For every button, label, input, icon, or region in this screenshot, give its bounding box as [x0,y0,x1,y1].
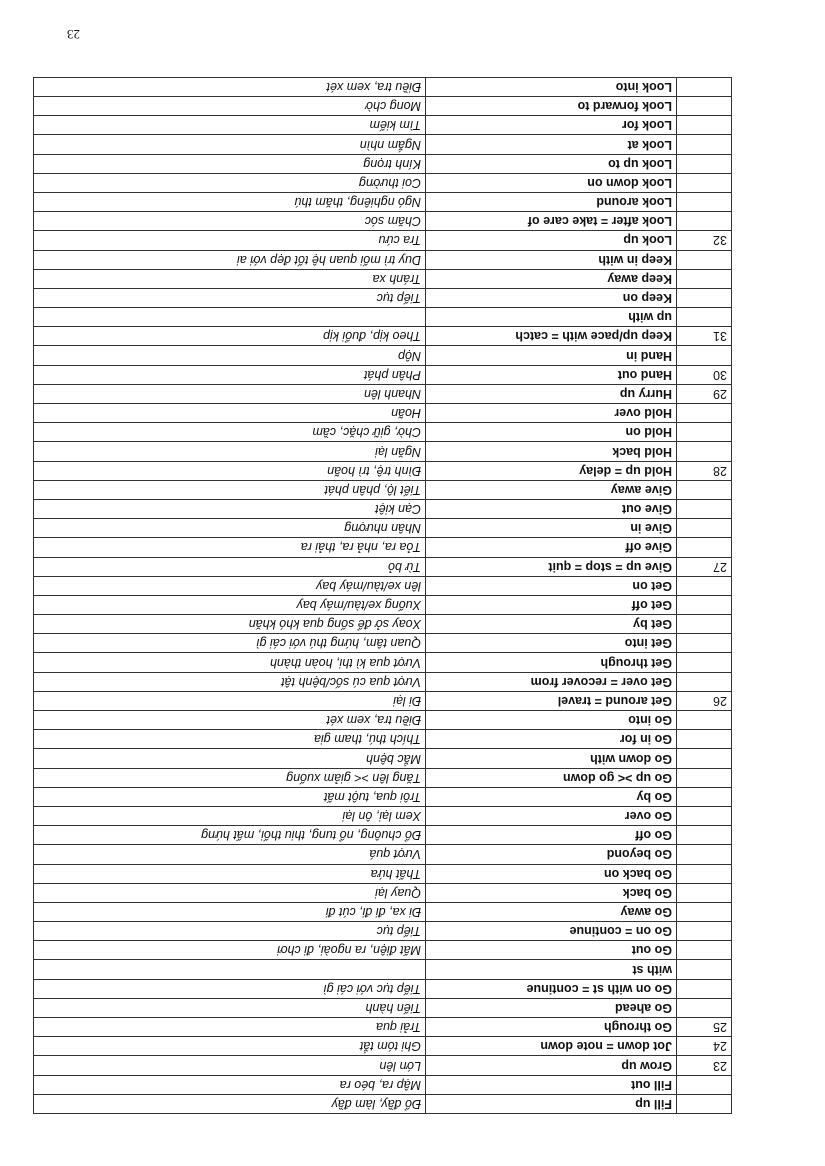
table-row [34,288,732,307]
table-row [34,864,732,883]
table-row [34,212,732,231]
phrase-cell: Hand out [426,365,677,384]
section-number-cell [677,442,732,461]
table-row [34,327,732,346]
table-row [34,1056,732,1075]
meaning-cell: Mất điện, ra ngoài, đi chơi [34,941,426,960]
phrase-cell: Go beyond [426,845,677,864]
phrase-cell: Get by [426,615,677,634]
section-number-cell [677,404,732,423]
meaning-cell: Điều tra, xem xét [34,711,426,730]
table-row [34,269,732,288]
table-row [34,922,732,941]
section-number-cell [677,576,732,595]
section-number-cell [677,883,732,902]
table-row [34,691,732,710]
phrase-cell: Get off [426,595,677,614]
meaning-cell: Ghi tóm tắt [34,1037,426,1056]
phrasal-verb-table [33,77,732,1114]
table-row [34,1018,732,1037]
table-row [34,1075,732,1094]
section-number-cell: 30 [677,365,732,384]
table-row [34,807,732,826]
phrase-cell: Go down with [426,749,677,768]
phrase-cell: Look after = take care of [426,212,677,231]
phrase-cell: Give away [426,480,677,499]
table-row [34,1094,732,1113]
meaning-cell: Chờ, giữ chặc, cầm [34,423,426,442]
section-number-cell [677,288,732,307]
section-number-cell [677,711,732,730]
table-row [34,423,732,442]
section-number-cell [677,1094,732,1113]
meaning-cell: Phân phát [34,365,426,384]
phrase-cell: Grow up [426,1056,677,1075]
meaning-cell: Tiết lộ, phân phát [34,480,426,499]
section-number-cell [677,672,732,691]
section-number-cell [677,423,732,442]
table-row [34,672,732,691]
phrase-cell: Look up [426,231,677,250]
meaning-cell: Điều tra, xem xét [34,77,426,96]
section-number-cell [677,615,732,634]
table-row [34,77,732,96]
phrase-cell: Look for [426,116,677,135]
meaning-cell: Tiếp tục [34,288,426,307]
phrase-cell: Hold up = delay [426,461,677,480]
meaning-cell: Nhân nhượng [34,519,426,538]
section-number-cell: 26 [677,691,732,710]
table-row [34,615,732,634]
phrase-cell: Go into [426,711,677,730]
meaning-cell: Tỏa ra, nhả ra, thải ra [34,538,426,557]
section-number-cell [677,480,732,499]
table-row [34,231,732,250]
section-number-cell [677,269,732,288]
meaning-cell: Tiếp tục với cái gì [34,979,426,998]
table-row [34,902,732,921]
meaning-cell: Trôi qua, tuột mất [34,787,426,806]
meaning-cell: Quan tâm, hứng thú với cái gì [34,634,426,653]
section-number-cell [677,308,732,327]
section-number-cell: 31 [677,327,732,346]
section-number-cell [677,653,732,672]
phrase-cell: Go ahead [426,998,677,1017]
meaning-cell: Mong chờ [34,97,426,116]
table-row [34,883,732,902]
table-row [34,960,732,979]
meaning-cell: Tra cứu [34,231,426,250]
meaning-cell: Cạn kiệt [34,500,426,519]
section-number-cell [677,77,732,96]
table-row [34,730,732,749]
meaning-cell: Thích thú, tham gia [34,730,426,749]
table-row [34,308,732,327]
meaning-cell: Trải qua [34,1018,426,1037]
table-row [34,346,732,365]
table-row [34,461,732,480]
section-number-cell [677,346,732,365]
section-number-cell: 24 [677,1037,732,1056]
phrase-cell: Go back [426,883,677,902]
section-number-cell [677,979,732,998]
meaning-cell: Ngó nghiêng, thăm thú [34,193,426,212]
table-row [34,365,732,384]
meaning-cell: Ngăn lại [34,442,426,461]
phrase-cell: Go back on [426,864,677,883]
table-row [34,97,732,116]
section-number-cell [677,116,732,135]
table-row [34,250,732,269]
table-row [34,711,732,730]
phrase-cell: Hold over [426,404,677,423]
table-row [34,404,732,423]
table-row [34,384,732,403]
meaning-cell: Tìm kiếm [34,116,426,135]
phrase-cell: Keep up/pace with = catch [426,327,677,346]
section-number-cell [677,826,732,845]
phrase-cell: Look forward to [426,97,677,116]
table-row [34,538,732,557]
phrase-cell: Go off [426,826,677,845]
meaning-cell: Từ bỏ [34,557,426,576]
table-row [34,979,732,998]
table-row [34,941,732,960]
phrase-cell: Fill out [426,1075,677,1094]
section-number-cell [677,749,732,768]
section-number-cell: 23 [677,1056,732,1075]
phrase-cell: with st [426,960,677,979]
phrase-cell: Look down on [426,173,677,192]
section-number-cell [677,173,732,192]
meaning-cell: Tăng lên >< giảm xuống [34,768,426,787]
phrase-cell: Go on = continue [426,922,677,941]
meaning-cell: Tiến hành [34,998,426,1017]
table-row [34,768,732,787]
phrase-cell: Keep in with [426,250,677,269]
meaning-cell: Mắc bệnh [34,749,426,768]
phrase-cell: Go out [426,941,677,960]
phrase-cell: Go through [426,1018,677,1037]
meaning-cell: Xem lại, ôn lại [34,807,426,826]
phrase-cell: Go up >< go down [426,768,677,787]
phrase-cell: Fill up [426,1094,677,1113]
meaning-cell: Đi lại [34,691,426,710]
meaning-cell: Ngắm nhìn [34,135,426,154]
section-number-cell [677,960,732,979]
table-row [34,595,732,614]
meaning-cell: Quay lại [34,883,426,902]
section-number-cell [677,250,732,269]
phrase-cell: Hand in [426,346,677,365]
phrase-cell: Look up to [426,154,677,173]
table-row [34,154,732,173]
meaning-cell: Tiếp tục [34,922,426,941]
section-number-cell [677,519,732,538]
table-row [34,998,732,1017]
meaning-cell: Vượt qua kì thi, hoàn thành [34,653,426,672]
section-number-cell [677,634,732,653]
section-number-cell [677,212,732,231]
phrase-cell: Give out [426,500,677,519]
table-row [34,173,732,192]
table-row [34,116,732,135]
table-row [34,1037,732,1056]
phrase-cell: Keep away [426,269,677,288]
meaning-cell: Nhanh lên [34,384,426,403]
phrase-cell: Go in for [426,730,677,749]
section-number-cell [677,787,732,806]
section-number-cell [677,500,732,519]
phrase-cell: Get through [426,653,677,672]
phrase-cell: Keep on [426,288,677,307]
section-number-cell: 28 [677,461,732,480]
section-number-cell [677,193,732,212]
meaning-cell: Vượt quá [34,845,426,864]
section-number-cell [677,941,732,960]
meaning-cell: Tránh xa [34,269,426,288]
section-number-cell [677,864,732,883]
section-number-cell [677,807,732,826]
phrase-cell: Give off [426,538,677,557]
section-number-cell [677,768,732,787]
section-number-cell [677,595,732,614]
section-number-cell [677,1075,732,1094]
meaning-cell [34,308,426,327]
table-row [34,135,732,154]
section-number-cell: 32 [677,231,732,250]
section-number-cell [677,845,732,864]
phrase-cell: Hold back [426,442,677,461]
page-number: 23 [67,27,80,42]
section-number-cell [677,902,732,921]
section-number-cell [677,135,732,154]
phrase-cell: Look into [426,77,677,96]
meaning-cell: Hoãn [34,404,426,423]
phrase-cell: Give in [426,519,677,538]
section-number-cell: 27 [677,557,732,576]
meaning-cell: Đình trệ, trì hoãn [34,461,426,480]
section-number-cell [677,730,732,749]
phrasal-verb-table-body [34,77,732,1113]
table-row [34,500,732,519]
phrase-cell: Get on [426,576,677,595]
meaning-cell: Thất hứa [34,864,426,883]
meaning-cell: Vượt qua cú sốc/bệnh tật [34,672,426,691]
meaning-cell: Chăm sóc [34,212,426,231]
meaning-cell [34,960,426,979]
meaning-cell: Duy trì mối quan hệ tốt đẹp với ai [34,250,426,269]
phrase-cell: Hurry up [426,384,677,403]
phrase-cell: Look around [426,193,677,212]
phrase-cell: Go by [426,787,677,806]
meaning-cell: Nộp [34,346,426,365]
table-row [34,749,732,768]
meaning-cell: Lớn lên [34,1056,426,1075]
section-number-cell [677,538,732,557]
meaning-cell: Đổ đầy, làm đầy [34,1094,426,1113]
phrase-cell: Get over = recover from [426,672,677,691]
table-row [34,826,732,845]
section-number-cell [677,97,732,116]
meaning-cell: Kính trọng [34,154,426,173]
phrase-cell: Go on with st = continue [426,979,677,998]
meaning-cell: Xoay sở để sống qua khó khăn [34,615,426,634]
phrase-cell: Go over [426,807,677,826]
table-row [34,442,732,461]
phrase-cell: up with [426,308,677,327]
section-number-cell [677,154,732,173]
section-number-cell [677,998,732,1017]
table-row [34,480,732,499]
phrase-cell: Hold on [426,423,677,442]
meaning-cell: Đi xa, đi đi, cút đi [34,902,426,921]
table-row [34,845,732,864]
meaning-cell: Theo kịp, đuổi kịp [34,327,426,346]
meaning-cell: Mập ra, béo ra [34,1075,426,1094]
table-row [34,653,732,672]
table-row [34,787,732,806]
meaning-cell: Xuống xe/tàu/máy bay [34,595,426,614]
table-row [34,557,732,576]
phrase-cell: Get into [426,634,677,653]
meaning-cell: lên xe/tàu/máy bay [34,576,426,595]
phrase-cell: Look at [426,135,677,154]
phrase-cell: Go away [426,902,677,921]
phrase-cell: Jot down = note down [426,1037,677,1056]
table-row [34,634,732,653]
section-number-cell [677,922,732,941]
meaning-cell: Đổ chuông, nổ tung, thiu thối, mất hứng [34,826,426,845]
phrase-cell: Get around = travel [426,691,677,710]
table-row [34,193,732,212]
table-row [34,576,732,595]
table-row [34,519,732,538]
phrase-cell: Give up = stop = quit [426,557,677,576]
meaning-cell: Coi thường [34,173,426,192]
section-number-cell: 25 [677,1018,732,1037]
section-number-cell: 29 [677,384,732,403]
